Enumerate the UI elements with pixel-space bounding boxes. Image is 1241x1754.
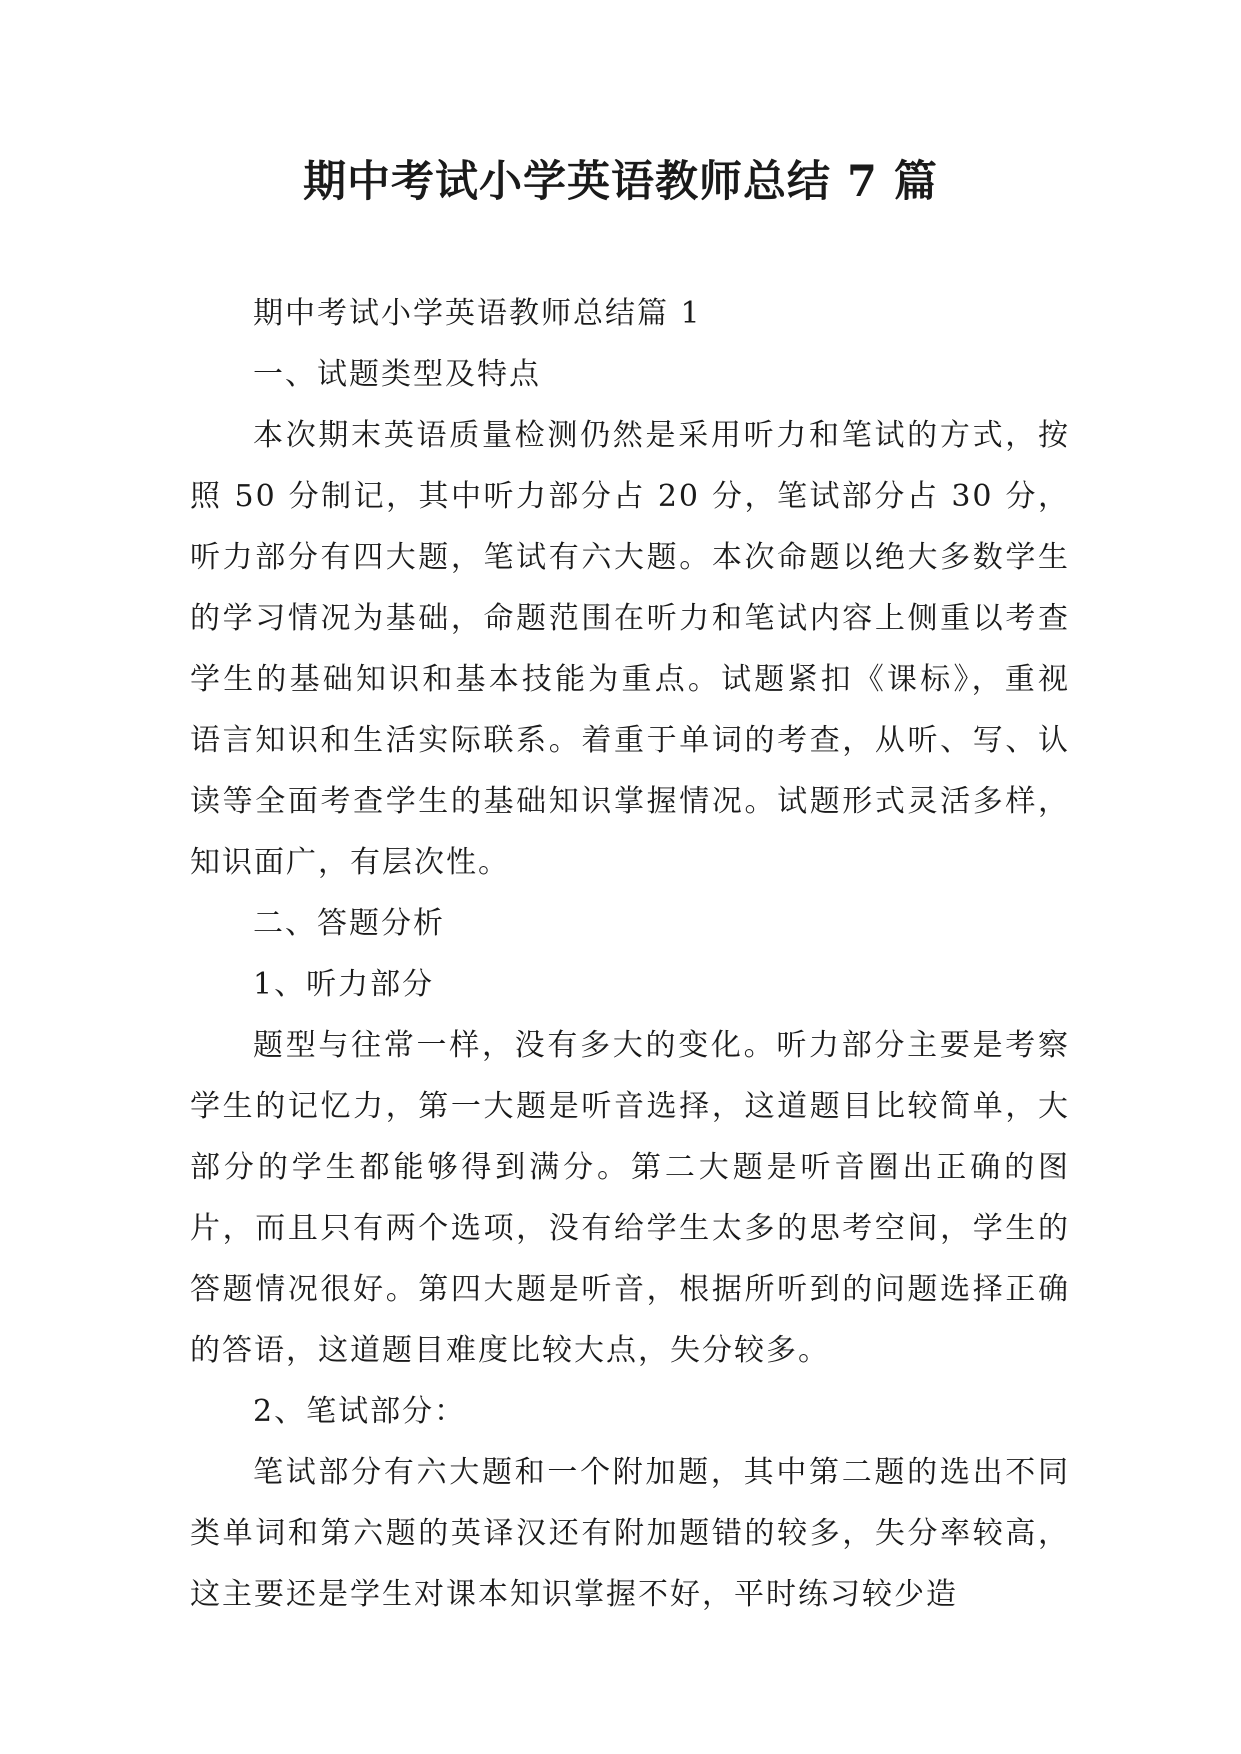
- document-body: [190, 283, 1070, 1625]
- subheading-written: 2、笔试部分：: [253, 1394, 467, 1429]
- subheading-question-types: 一、试题类型及特点: [253, 357, 541, 392]
- paragraph-listening: 题型与往常一样，没有多大的变化。听力部分主要是考察学生的记忆力，第一大题是听音选择，这道题目比较简单，大部分的学生都能够得到满分。第二大题是听音圈出正确的图片，而且只有两个选项，没有给学生太多的思考空间，学生的答题情况很好。第四大题是听音，根据所听到的问题选择正确的答语，这道题目难度比较大点，失分较多。: [190, 1028, 1070, 1368]
- paragraph-question-types: 本次期末英语质量检测仍然是采用听力和笔试的方式，按照 50 分制记，其中听力部分占 20 分，笔试部分占 30 分，听力部分有四大题，笔试有六大题。本次命题以绝大多数学生的学习情况为基础，命题范围在听力和笔试内容上侧重以考查学生的基础知识和基本技能为重点。试题紧扣《课标》，重视语言知识和生活实际联系。着重于单词的考查，从听、写、认读等全面考查学生的基础知识掌握情况。试题形式灵活多样，知识面广，有层次性。: [190, 418, 1070, 880]
- document-title: 期中考试小学英语教师总结 7 篇: [303, 157, 938, 207]
- subheading-listening: 1、听力部分: [253, 967, 435, 1002]
- section-heading-part-1: 期中考试小学英语教师总结篇 1: [253, 296, 702, 331]
- paragraph-written: 笔试部分有六大题和一个附加题，其中第二题的选出不同类单词和第六题的英译汉还有附加题错的较多，失分率较高，这主要还是学生对课本知识掌握不好，平时练习较少造: [190, 1455, 1070, 1612]
- subheading-answer-analysis: 二、答题分析: [253, 906, 445, 941]
